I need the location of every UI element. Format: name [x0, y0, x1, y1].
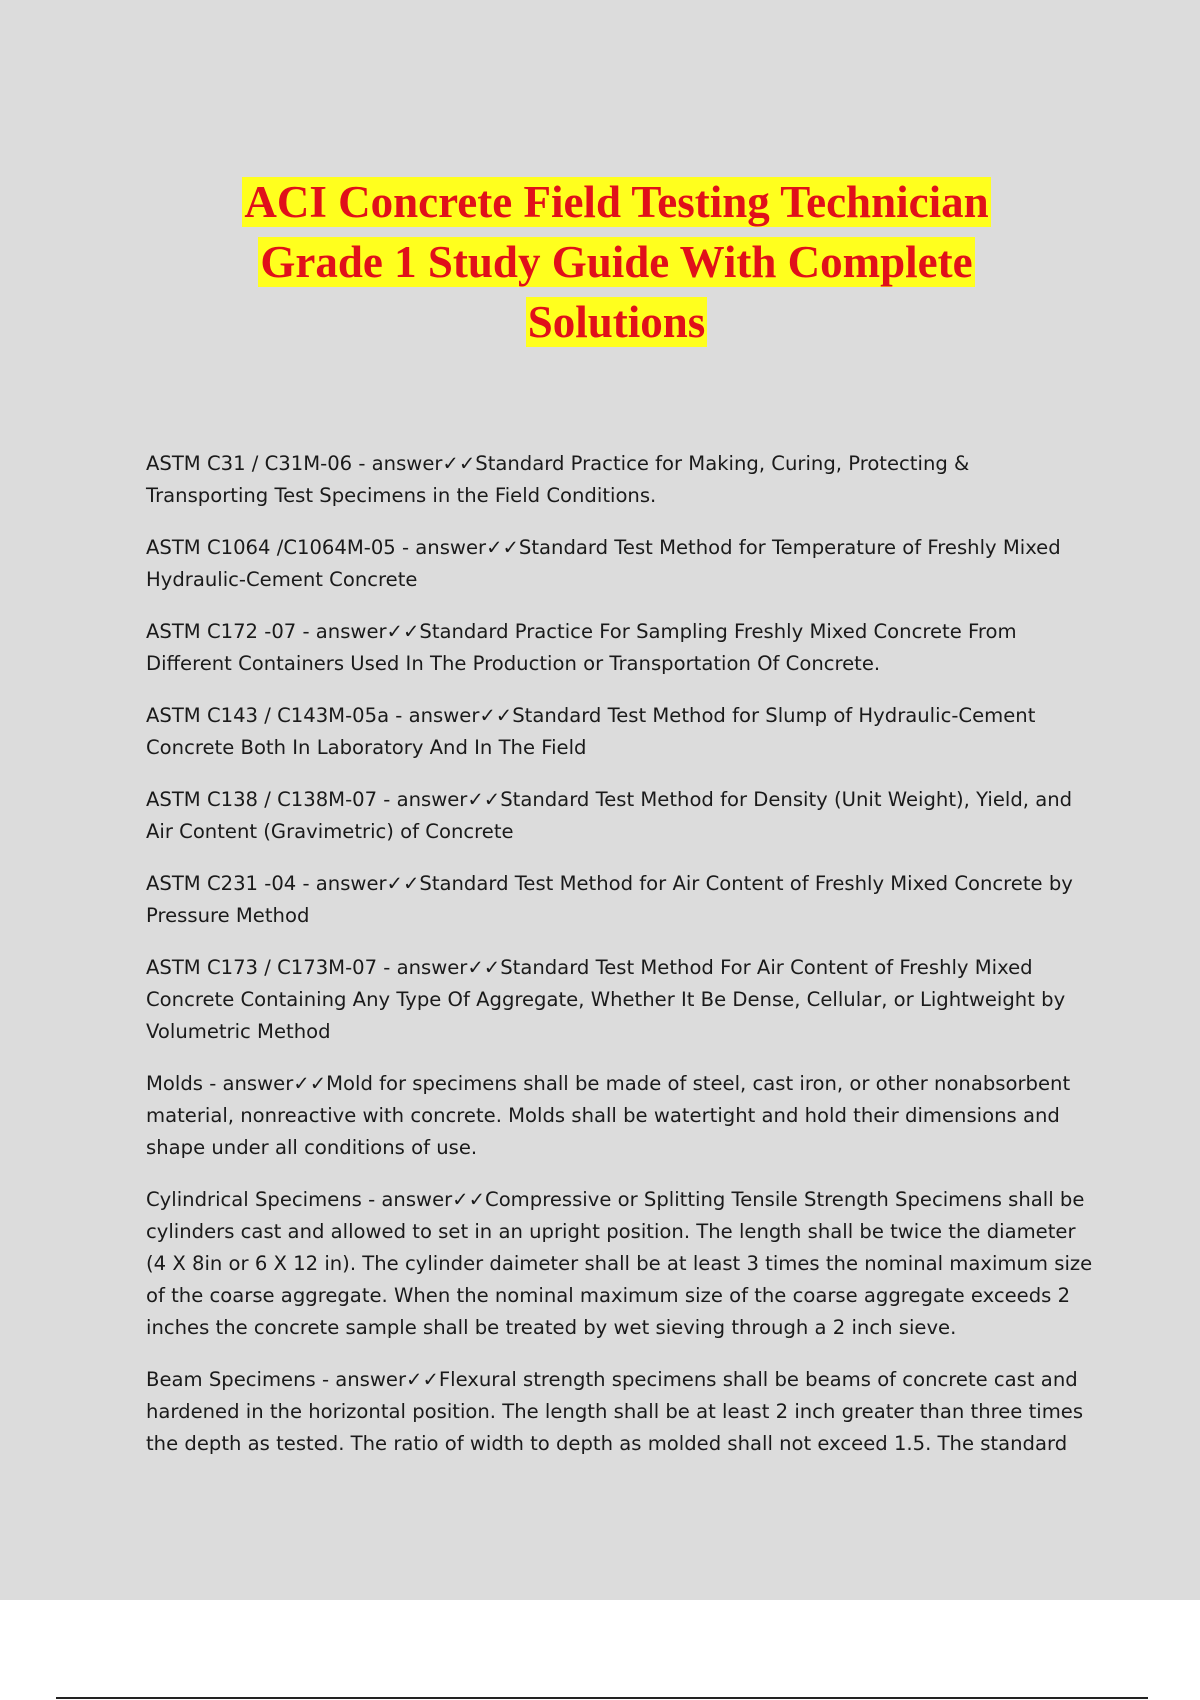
entry-astm-c138: ASTM C138 / C138M-07 - answer✓✓Standard Test Method for Density (Unit Weight), Yield, and Air Content (Gravimetric) of Concrete	[146, 788, 1073, 843]
document-title	[130, 172, 1103, 352]
title-line-2: Grade 1 Study Guide With Complete	[260, 237, 973, 287]
study-entries-list	[146, 448, 1096, 1480]
title-line-1: ACI Concrete Field Testing Technician	[244, 177, 989, 227]
entry-astm-c172: ASTM C172 -07 - answer✓✓Standard Practice For Sampling Freshly Mixed Concrete From Different Containers Used In The Production or Transportation Of Concrete.	[146, 620, 1017, 675]
bottom-divider	[56, 1697, 1148, 1699]
entry-molds: Molds - answer✓✓Mold for specimens shall be made of steel, cast iron, or other nonabsorbent material, nonreactive with concrete. Molds shall be watertight and hold their dimensions and shape under all conditions of use.	[146, 1072, 1071, 1159]
entry-astm-c231: ASTM C231 -04 - answer✓✓Standard Test Method for Air Content of Freshly Mixed Concrete by Pressure Method	[146, 872, 1073, 927]
entry-astm-c173: ASTM C173 / C173M-07 - answer✓✓Standard Test Method For Air Content of Freshly Mixed Concrete Containing Any Type Of Aggregate, Whether It Be Dense, Cellular, or Lightweight by Volumetric Method	[146, 956, 1066, 1043]
entry-astm-c143: ASTM C143 / C143M-05a - answer✓✓Standard Test Method for Slump of Hydraulic-Cement Concrete Both In Laboratory And In The Field	[146, 704, 1036, 759]
entry-cylindrical-specimens: Cylindrical Specimens - answer✓✓Compressive or Splitting Tensile Strength Specimens shall be cylinders cast and allowed to set in an upright position. The length shall be twice the diameter (4 X 8in or 6 X 12 in). The cylinder daimeter shall be at least 3 times the nominal maximum size of the coarse aggregate. When the nominal maximum size of the coarse aggregate exceeds 2 inches the concrete sample shall be treated by wet sieving through a 2 inch sieve.	[146, 1188, 1093, 1339]
entry-astm-c31: ASTM C31 / C31M-06 - answer✓✓Standard Practice for Making, Curing, Protecting & Transporting Test Specimens in the Field Conditions.	[146, 452, 970, 507]
title-line-3: Solutions	[527, 297, 706, 347]
entry-astm-c1064: ASTM C1064 /C1064M-05 - answer✓✓Standard Test Method for Temperature of Freshly Mixed Hydraulic-Cement Concrete	[146, 536, 1061, 591]
entry-beam-specimens: Beam Specimens - answer✓✓Flexural strength specimens shall be beams of concrete cast and hardened in the horizontal position. The length shall be at least 2 inch greater than three times the depth as tested. The ratio of width to depth as molded shall not exceed 1.5. The standard	[146, 1368, 1084, 1455]
